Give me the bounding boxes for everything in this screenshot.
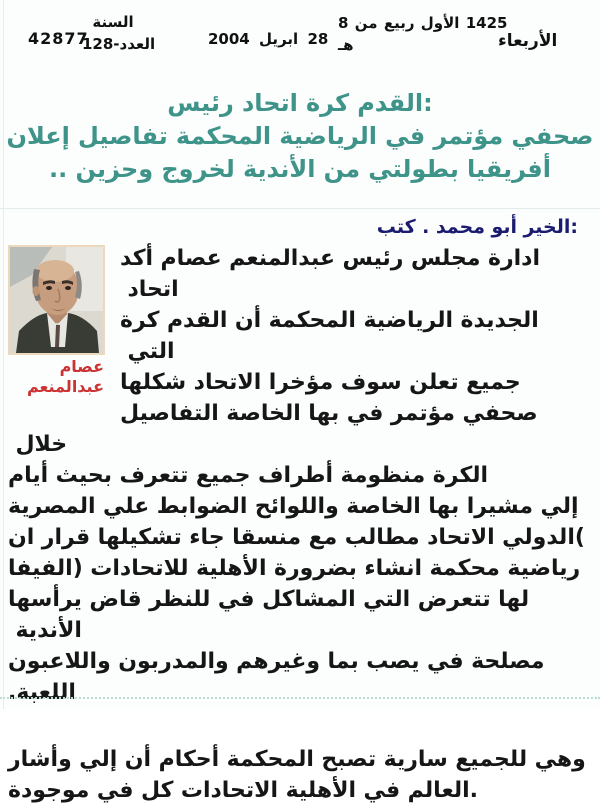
word-token: كرة: [120, 308, 160, 333]
word-token: موجودة: [8, 778, 90, 803]
byline: [0, 216, 600, 238]
hijri-date-line2: هـ: [338, 36, 354, 54]
article-line: [8, 460, 590, 491]
word-token: المصرية: [8, 494, 96, 519]
word-token: العالم.: [407, 778, 479, 803]
article-line: [8, 744, 590, 775]
word-token: لها: [498, 587, 530, 612]
article-line: [8, 491, 590, 522]
word-token: تصبح: [321, 747, 377, 772]
word-token: انشاء: [364, 556, 423, 581]
word-token: 2004: [208, 30, 250, 48]
article-paragraph-2: [8, 744, 590, 806]
word-token: واللوائح: [254, 494, 339, 519]
headline-kicker: [0, 86, 600, 120]
word-token: مؤخرا: [268, 370, 334, 395]
word-token: محكمة: [429, 556, 500, 581]
word-token: بضرورة: [273, 556, 357, 581]
word-token: لخروج: [161, 155, 235, 183]
year-label: السنة: [92, 13, 134, 31]
article-line: [8, 775, 590, 806]
hijri-date-line1: [338, 12, 507, 34]
word-token: جميع: [466, 370, 521, 395]
photo-caption-line2: عبدالمنعم: [26, 377, 104, 396]
word-token: الضوابط: [156, 494, 248, 519]
word-token: قرار: [41, 525, 91, 550]
headline-block: [0, 86, 600, 186]
word-token: تشكيلها: [97, 525, 182, 550]
word-token: أيام: [8, 463, 49, 488]
word-token: القدم:: [357, 89, 433, 117]
word-token: أبو: [491, 216, 518, 238]
word-token: أن: [124, 747, 152, 772]
headline-line2: [0, 153, 600, 186]
word-token: خلال: [15, 432, 68, 457]
gregorian-date: [208, 30, 328, 48]
word-token: المحكمة: [268, 308, 356, 333]
photo-caption-line1: عصام: [59, 357, 104, 376]
word-token: اتحاد: [127, 277, 179, 302]
word-token: اتحاد: [241, 89, 298, 117]
word-token: للاتحادات: [90, 556, 189, 581]
word-token: الأندية: [15, 618, 82, 643]
word-token: عبدالمنعم: [229, 246, 335, 271]
word-token: ربيع: [383, 14, 415, 32]
word-token: إلي: [79, 747, 118, 772]
word-token: مشيرا: [466, 494, 533, 519]
word-token: ادارة: [487, 246, 541, 271]
word-token: بها: [428, 494, 460, 519]
word-token: أن: [234, 308, 262, 333]
word-token: للجميع: [455, 747, 528, 772]
article-line: [8, 584, 590, 646]
issue-number: 42877: [28, 29, 89, 48]
word-token: المشاكل: [262, 587, 356, 612]
article-body: [0, 243, 600, 806]
word-token: تعلن: [409, 370, 459, 395]
word-token: واللاعبون: [8, 649, 111, 674]
word-token: تتعرف: [119, 463, 189, 488]
word-token: مصلحة: [471, 649, 545, 674]
word-token: منظومة: [340, 463, 426, 488]
article-line: [8, 646, 590, 677]
word-token: يصب: [366, 649, 420, 674]
word-token: سارية: [383, 747, 448, 772]
word-token: .اللعبة: [8, 680, 76, 705]
word-token: الخير:: [523, 216, 578, 238]
word-token: .: [422, 216, 430, 238]
word-token: مؤتمر: [390, 401, 455, 426]
photo-figure: [8, 245, 107, 397]
word-token: رئيس: [167, 89, 234, 117]
word-token: الرياضية: [279, 122, 378, 150]
word-token: في: [346, 401, 384, 426]
word-token: الأهلية: [285, 778, 357, 803]
masthead: [0, 0, 600, 82]
word-token: الاتحاد: [427, 525, 495, 550]
word-token: الرياضية: [363, 308, 454, 333]
word-token: جاء: [189, 525, 225, 550]
word-token: تفاصيل: [78, 122, 168, 150]
bottom-dotted-rule: [0, 697, 600, 699]
word-token: كرة: [305, 89, 350, 117]
word-token: الدولي(: [502, 525, 585, 550]
word-token: الاتحاد: [193, 370, 262, 395]
headline-line1: [0, 120, 600, 153]
word-token: إعلان: [6, 122, 70, 150]
weekday: الأربعاء: [498, 31, 558, 51]
word-token: أفريقيا: [466, 155, 551, 183]
section-divider: [0, 208, 600, 209]
word-token: قاض: [89, 587, 142, 612]
word-token: وحزين: [75, 155, 154, 183]
word-token: بها: [308, 401, 340, 426]
word-token: القدم: [166, 308, 228, 333]
issue-label: 128-العدد: [82, 35, 156, 53]
word-token: وغيرهم: [236, 649, 321, 674]
word-token: الأهلية: [196, 556, 267, 581]
word-token: سوف: [340, 370, 402, 395]
article-line: [8, 522, 590, 553]
word-token: بما: [327, 649, 359, 674]
word-token: الفيفا): [8, 556, 83, 581]
word-token: من: [323, 155, 361, 183]
word-token: علي: [103, 494, 150, 519]
word-token: والمدربون: [118, 649, 229, 674]
word-token: كل: [140, 778, 174, 803]
word-token: 1425: [465, 14, 508, 32]
year-issue-block: [82, 11, 156, 55]
word-token: التفاصيل: [120, 401, 219, 426]
word-token: أحكام: [158, 747, 220, 772]
word-token: يرأسها: [8, 587, 82, 612]
word-token: للنظر: [149, 587, 211, 612]
portrait-illustration: [10, 247, 103, 353]
word-token: ان: [8, 525, 35, 550]
word-token: الكرة: [432, 463, 489, 488]
word-token: مطالب: [344, 525, 420, 550]
word-token: وهي: [534, 747, 586, 772]
word-token: بحيث: [55, 463, 113, 488]
word-token: كتب: [376, 216, 416, 238]
word-token: التي: [363, 587, 411, 612]
word-token: الخاصة: [346, 494, 421, 519]
word-token: من: [354, 14, 378, 32]
word-token: الجديدة: [460, 308, 539, 333]
word-token: محمد: [435, 216, 485, 238]
word-token: أطراف: [257, 463, 334, 488]
essam-abdelmoneim-photo: [8, 245, 105, 355]
word-token: التي: [127, 339, 175, 364]
word-token: صحفي: [511, 122, 594, 150]
word-token: ابريل: [259, 30, 299, 48]
word-token: مؤتمر: [433, 122, 504, 150]
article-line: [8, 677, 590, 708]
word-token: أكد: [120, 246, 154, 271]
word-token: مع: [308, 525, 338, 550]
word-token: 8: [338, 14, 349, 32]
word-token: الأندية: [242, 155, 316, 183]
hijri-date: [338, 12, 507, 56]
word-token: رياضية: [507, 556, 581, 581]
word-token: صحفي: [462, 401, 538, 426]
word-token: الأول: [420, 14, 460, 32]
word-token: رئيس: [342, 246, 404, 271]
word-token: جميع: [195, 463, 251, 488]
word-token: ..: [49, 155, 68, 183]
word-token: المحكمة: [226, 747, 314, 772]
word-token: وأشار: [8, 747, 72, 772]
word-token: شكلها: [120, 370, 187, 395]
word-token: عصام: [160, 246, 222, 271]
word-token: إلي: [540, 494, 579, 519]
word-token: الخاصة: [226, 401, 301, 426]
word-token: بطولتي: [368, 155, 459, 183]
word-token: المحكمة: [175, 122, 272, 150]
word-token: في: [363, 778, 401, 803]
word-token: في: [385, 122, 426, 150]
word-token: تتعرض: [417, 587, 491, 612]
word-token: الاتحادات: [180, 778, 279, 803]
article-line: [8, 553, 590, 584]
word-token: في: [426, 649, 464, 674]
word-token: في: [96, 778, 134, 803]
photo-caption: [8, 355, 107, 397]
word-token: في: [217, 587, 255, 612]
article-line: [8, 398, 590, 460]
word-token: مجلس: [410, 246, 481, 271]
word-token: منسقا: [232, 525, 302, 550]
word-token: 28: [307, 30, 329, 48]
